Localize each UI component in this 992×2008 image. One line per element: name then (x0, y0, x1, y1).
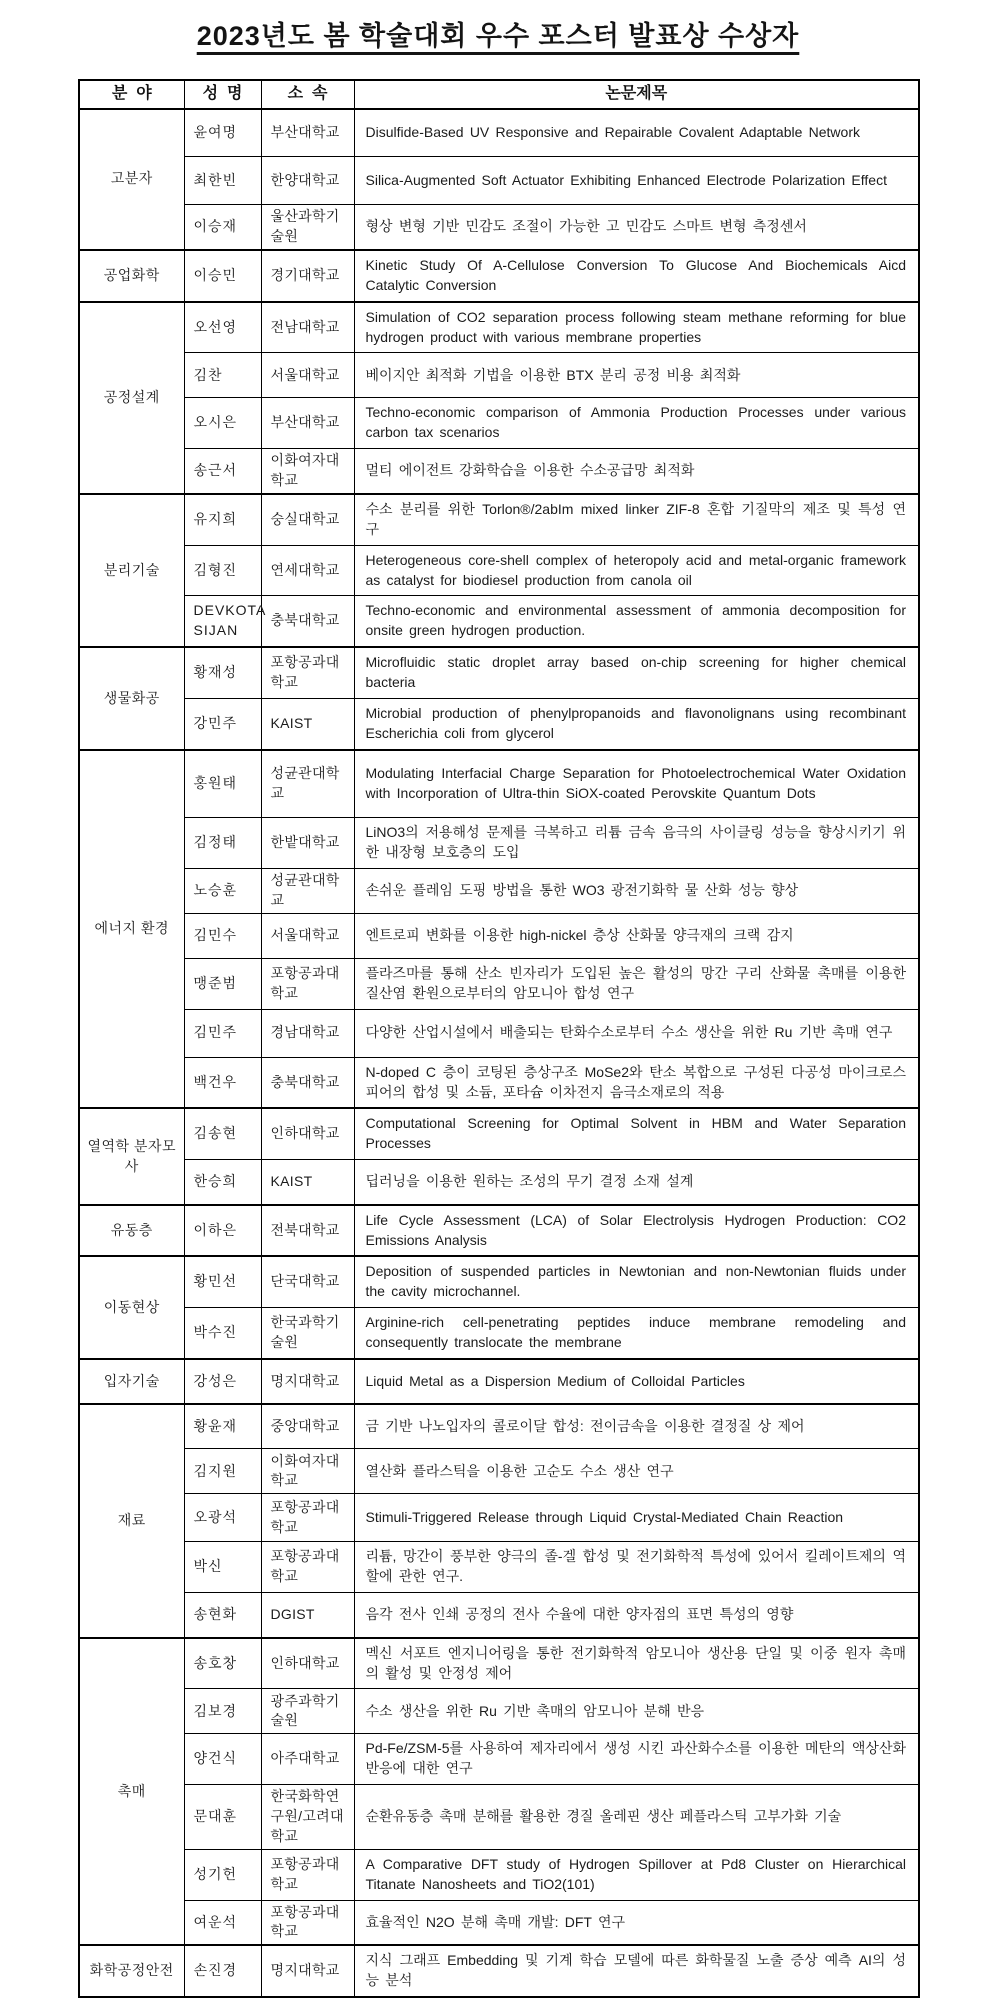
field-cell: 열역학 분자모사 (79, 1108, 184, 1204)
name-cell: 맹준범 (184, 958, 261, 1009)
paper-title-cell: Deposition of suspended particles in Newtonian and non-Newtonian fluids under the cavity microchannel. (354, 1256, 919, 1307)
affiliation-cell: 이화여자대학교 (261, 1449, 354, 1494)
paper-title-cell: Kinetic Study Of A-Cellulose Conversion To Glucose And Biochemicals Aicd Catalytic Conversion (354, 250, 919, 302)
name-cell: 김보경 (184, 1689, 261, 1734)
affiliation-cell: 포항공과대학교 (261, 1849, 354, 1900)
name-cell: 황윤재 (184, 1404, 261, 1449)
field-cell: 재료 (79, 1404, 184, 1638)
affiliation-cell: 충북대학교 (261, 1057, 354, 1108)
name-cell: 박수진 (184, 1308, 261, 1359)
name-cell: 유지희 (184, 494, 261, 545)
name-cell: 송호창 (184, 1638, 261, 1689)
paper-title-cell: Techno-economic comparison of Ammonia Production Processes under various carbon tax scenarios (354, 398, 919, 449)
paper-title-cell: Life Cycle Assessment (LCA) of Solar Electrolysis Hydrogen Production: CO2 Emissions Analysis (354, 1205, 919, 1257)
name-cell: DEVKOTA SIJAN (184, 596, 261, 647)
paper-title-cell: Techno-economic and environmental assessment of ammonia decomposition for onsite green hydrogen production. (354, 596, 919, 647)
table-row (79, 494, 919, 545)
paper-title-cell: 금 기반 나노입자의 콜로이달 합성: 전이금속을 이용한 결정질 상 제어 (354, 1404, 919, 1449)
paper-title-cell: 딥러닝을 이용한 원하는 조성의 무기 결정 소재 설계 (354, 1160, 919, 1205)
field-cell: 화학공정안전 (79, 1945, 184, 1997)
paper-title-cell: Disulfide-Based UV Responsive and Repairable Covalent Adaptable Network (354, 109, 919, 157)
table-row (79, 1542, 919, 1593)
table-row (79, 1449, 919, 1494)
name-cell: 노승훈 (184, 868, 261, 913)
field-cell: 촉매 (79, 1638, 184, 1946)
name-cell: 오시은 (184, 398, 261, 449)
table-row (79, 109, 919, 157)
field-cell: 생물화공 (79, 647, 184, 750)
name-cell: 김송현 (184, 1108, 261, 1159)
paper-title-cell: Heterogeneous core-shell complex of heteropoly acid and metal-organic framework as catalyst for biodiesel production from canola oil (354, 545, 919, 596)
name-cell: 김형진 (184, 545, 261, 596)
affiliation-cell: 숭실대학교 (261, 494, 354, 545)
affiliation-cell: 경남대학교 (261, 1009, 354, 1057)
table-row (79, 1057, 919, 1108)
paper-title-cell: A Comparative DFT study of Hydrogen Spillover at Pd8 Cluster on Hierarchical Titanate Nanosheets and TiO2(101) (354, 1849, 919, 1900)
paper-title-cell: Liquid Metal as a Dispersion Medium of Colloidal Particles (354, 1359, 919, 1404)
name-cell: 홍원태 (184, 750, 261, 818)
affiliation-cell: 인하대학교 (261, 1108, 354, 1159)
affiliation-cell: 단국대학교 (261, 1256, 354, 1307)
affiliation-cell: 연세대학교 (261, 545, 354, 596)
affiliation-cell: 명지대학교 (261, 1359, 354, 1404)
header-row (79, 80, 919, 109)
table-row (79, 1785, 919, 1850)
paper-title-cell: 리튬, 망간이 풍부한 양극의 졸-겔 합성 및 전기화학적 특성에 있어서 킬레이트제의 역할에 관한 연구. (354, 1542, 919, 1593)
name-cell: 한승희 (184, 1160, 261, 1205)
paper-title-cell: Pd-Fe/ZSM-5를 사용하여 제자리에서 생성 시킨 과산화수소를 이용한 메탄의 액상산화 반응에 대한 연구 (354, 1734, 919, 1785)
affiliation-cell: 성균관대학교 (261, 750, 354, 818)
field-cell: 공정설계 (79, 302, 184, 494)
table-row (79, 868, 919, 913)
paper-title-cell: 멀티 에이전트 강화학습을 이용한 수소공급망 최적화 (354, 449, 919, 494)
table-row (79, 1359, 919, 1404)
affiliation-cell: 서울대학교 (261, 913, 354, 958)
paper-title-cell: LiNO3의 저용해성 문제를 극복하고 리튬 금속 음극의 사이클링 성능을 향상시키기 위한 내장형 보호층의 도입 (354, 818, 919, 869)
paper-title-cell: 열산화 플라스틱을 이용한 고순도 수소 생산 연구 (354, 1449, 919, 1494)
column-header-affiliation: 소 속 (261, 80, 354, 109)
affiliation-cell: 포항공과대학교 (261, 1542, 354, 1593)
table-row (79, 1734, 919, 1785)
name-cell: 황민선 (184, 1256, 261, 1307)
table-row (79, 596, 919, 647)
table-row (79, 545, 919, 596)
field-cell: 입자기술 (79, 1359, 184, 1404)
paper-title-cell: 엔트로피 변화를 이용한 high-nickel 층상 산화물 양극재의 크랙 감지 (354, 913, 919, 958)
name-cell: 송현화 (184, 1593, 261, 1638)
affiliation-cell: KAIST (261, 698, 354, 749)
paper-title-cell: 효율적인 N2O 분해 촉매 개발: DFT 연구 (354, 1900, 919, 1945)
table-row (79, 302, 919, 353)
table-row (79, 1108, 919, 1159)
affiliation-cell: 이화여자대학교 (261, 449, 354, 494)
paper-title-cell: 다양한 산업시설에서 배출되는 탄화수소로부터 수소 생산을 위한 Ru 기반 촉매 연구 (354, 1009, 919, 1057)
table-row (79, 958, 919, 1009)
table-row (79, 353, 919, 398)
affiliation-cell: 전북대학교 (261, 1205, 354, 1257)
paper-title-cell: 플라즈마를 통해 산소 빈자리가 도입된 높은 활성의 망간 구리 산화물 촉매를 이용한 질산염 환원으로부터의 암모니아 합성 연구 (354, 958, 919, 1009)
affiliation-cell: 인하대학교 (261, 1638, 354, 1689)
table-row (79, 1160, 919, 1205)
table-row (79, 1494, 919, 1542)
name-cell: 박신 (184, 1542, 261, 1593)
name-cell: 최한빈 (184, 157, 261, 205)
affiliation-cell: 성균관대학교 (261, 868, 354, 913)
table-row (79, 1009, 919, 1057)
table-row (79, 1689, 919, 1734)
table-row (79, 1638, 919, 1689)
affiliation-cell: 충북대학교 (261, 596, 354, 647)
page-title: 2023년도 봄 학술대회 우수 포스터 발표상 수상자 (196, 21, 800, 51)
name-cell: 오광석 (184, 1494, 261, 1542)
affiliation-cell: 중앙대학교 (261, 1404, 354, 1449)
affiliation-cell: 한양대학교 (261, 157, 354, 205)
table-row (79, 1849, 919, 1900)
paper-title-cell: 수소 생산을 위한 Ru 기반 촉매의 암모니아 분해 반응 (354, 1689, 919, 1734)
paper-title-cell: Computational Screening for Optimal Solvent in HBM and Water Separation Processes (354, 1108, 919, 1159)
name-cell: 백건우 (184, 1057, 261, 1108)
name-cell: 황재성 (184, 647, 261, 698)
table-row (79, 1404, 919, 1449)
paper-title-cell: N-doped C 층이 코팅된 층상구조 MoSe2와 탄소 복합으로 구성된 다공성 마이크로스피어의 합성 및 소듐, 포타슘 이차전지 음극소재로의 적용 (354, 1057, 919, 1108)
table-row (79, 398, 919, 449)
affiliation-cell: 울산과학기술원 (261, 205, 354, 250)
paper-title-cell: Silica-Augmented Soft Actuator Exhibiting Enhanced Electrode Polarization Effect (354, 157, 919, 205)
name-cell: 김정태 (184, 818, 261, 869)
affiliation-cell: 포항공과대학교 (261, 958, 354, 1009)
name-cell: 오선영 (184, 302, 261, 353)
table-row (79, 1900, 919, 1945)
affiliation-cell: 한밭대학교 (261, 818, 354, 869)
name-cell: 강성은 (184, 1359, 261, 1404)
name-cell: 성기헌 (184, 1849, 261, 1900)
affiliation-cell: 명지대학교 (261, 1945, 354, 1997)
affiliation-cell: 광주과학기술원 (261, 1689, 354, 1734)
name-cell: 강민주 (184, 698, 261, 749)
awards-table (78, 79, 920, 1998)
table-row (79, 698, 919, 749)
affiliation-cell: 부산대학교 (261, 398, 354, 449)
paper-title-cell: Stimuli-Triggered Release through Liquid Crystal-Mediated Chain Reaction (354, 1494, 919, 1542)
paper-title-cell: 수소 분리를 위한 Torlon®/2abIm mixed linker ZIF-8 혼합 기질막의 제조 및 특성 연구 (354, 494, 919, 545)
affiliation-cell: 서울대학교 (261, 353, 354, 398)
affiliation-cell: 포항공과대학교 (261, 1494, 354, 1542)
field-cell: 에너지 환경 (79, 750, 184, 1109)
name-cell: 이승재 (184, 205, 261, 250)
table-row (79, 818, 919, 869)
table-row (79, 205, 919, 250)
paper-title-cell: 음각 전사 인쇄 공정의 전사 수율에 대한 양자점의 표면 특성의 영향 (354, 1593, 919, 1638)
name-cell: 윤여명 (184, 109, 261, 157)
affiliation-cell: KAIST (261, 1160, 354, 1205)
affiliation-cell: 포항공과대학교 (261, 647, 354, 698)
name-cell: 김찬 (184, 353, 261, 398)
column-header-field: 분 야 (79, 80, 184, 109)
table-row (79, 1308, 919, 1359)
name-cell: 김지원 (184, 1449, 261, 1494)
field-cell: 분리기술 (79, 494, 184, 647)
affiliation-cell: 경기대학교 (261, 250, 354, 302)
affiliation-cell: 아주대학교 (261, 1734, 354, 1785)
name-cell: 손진경 (184, 1945, 261, 1997)
field-cell: 공업화학 (79, 250, 184, 302)
paper-title-cell: Arginine-rich cell-penetrating peptides induce membrane remodeling and consequently translocate the membrane (354, 1308, 919, 1359)
paper-title-cell: 순환유동층 촉매 분해를 활용한 경질 올레핀 생산 페플라스틱 고부가화 기술 (354, 1785, 919, 1850)
name-cell: 김민수 (184, 913, 261, 958)
name-cell: 양건식 (184, 1734, 261, 1785)
name-cell: 이승민 (184, 250, 261, 302)
paper-title-cell: Microfluidic static droplet array based on-chip screening for higher chemical bacteria (354, 647, 919, 698)
field-cell: 이동현상 (79, 1256, 184, 1359)
paper-title-cell: 손쉬운 플레임 도핑 방법을 통한 WO3 광전기화학 물 산화 성능 향상 (354, 868, 919, 913)
paper-title-cell: 형상 변형 기반 민감도 조절이 가능한 고 민감도 스마트 변형 측정센서 (354, 205, 919, 250)
table-row (79, 250, 919, 302)
paper-title-cell: Simulation of CO2 separation process following steam methane reforming for blue hydrogen product with various membrane properties (354, 302, 919, 353)
table-row (79, 1945, 919, 1997)
affiliation-cell: 한국화학연구원/고려대학교 (261, 1785, 354, 1850)
field-cell: 유동층 (79, 1205, 184, 1257)
paper-title-cell: 베이지안 최적화 기법을 이용한 BTX 분리 공정 비용 최적화 (354, 353, 919, 398)
column-header-paper-title: 논문제목 (354, 80, 919, 109)
affiliation-cell: 포항공과대학교 (261, 1900, 354, 1945)
paper-title-cell: Modulating Interfacial Charge Separation for Photoelectrochemical Water Oxidation with Incorporation of Ultra-thin SiOX-coated Perovskite Quantum Dots (354, 750, 919, 818)
name-cell: 송근서 (184, 449, 261, 494)
paper-title-cell: 지식 그래프 Embedding 및 기계 학습 모델에 따른 화학물질 노출 증상 예측 AI의 성능 분석 (354, 1945, 919, 1997)
paper-title-cell: 멕신 서포트 엔지니어링을 통한 전기화학적 암모니아 생산용 단일 및 이중 원자 촉매의 활성 및 안정성 제어 (354, 1638, 919, 1689)
table-row (79, 647, 919, 698)
table-row (79, 157, 919, 205)
table-row (79, 913, 919, 958)
table-row (79, 1205, 919, 1257)
name-cell: 김민주 (184, 1009, 261, 1057)
name-cell: 문대훈 (184, 1785, 261, 1850)
affiliation-cell: 전남대학교 (261, 302, 354, 353)
affiliation-cell: 한국과학기술원 (261, 1308, 354, 1359)
table-row (79, 1593, 919, 1638)
affiliation-cell: DGIST (261, 1593, 354, 1638)
affiliation-cell: 부산대학교 (261, 109, 354, 157)
table-row (79, 1256, 919, 1307)
column-header-name: 성 명 (184, 80, 261, 109)
table-row (79, 750, 919, 818)
paper-title-cell: Microbial production of phenylpropanoids and flavonolignans using recombinant Escherichia coli from glycerol (354, 698, 919, 749)
name-cell: 여운석 (184, 1900, 261, 1945)
table-row (79, 449, 919, 494)
name-cell: 이하은 (184, 1205, 261, 1257)
field-cell: 고분자 (79, 109, 184, 250)
